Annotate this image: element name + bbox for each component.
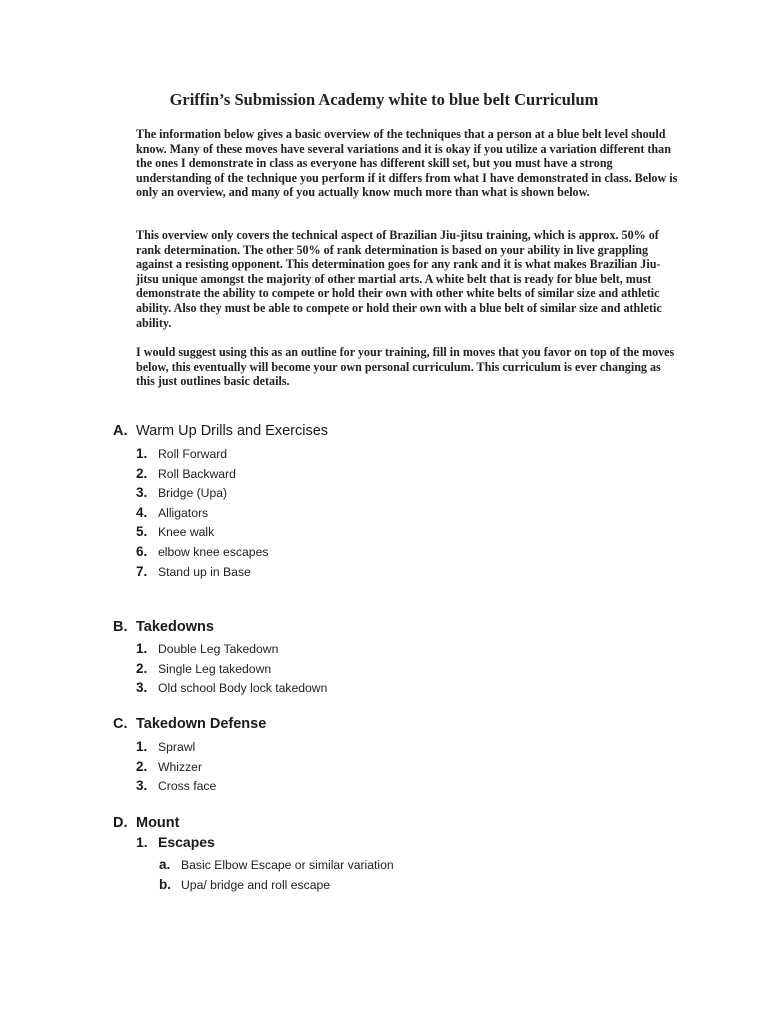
section-letter: B. bbox=[113, 619, 128, 635]
item-number: 4. bbox=[136, 504, 148, 520]
item-text: Double Leg Takedown bbox=[158, 642, 279, 656]
section-heading-takedowns bbox=[113, 619, 214, 635]
subsection-heading-escapes bbox=[136, 834, 215, 850]
list-item bbox=[136, 504, 268, 524]
list-item bbox=[136, 445, 268, 465]
list-item bbox=[136, 523, 268, 543]
item-text: Roll Forward bbox=[158, 447, 228, 461]
item-text: elbow knee escapes bbox=[158, 544, 269, 559]
item-text: Whizzer bbox=[158, 759, 203, 774]
warm-up-list bbox=[136, 445, 268, 582]
list-item bbox=[136, 640, 327, 660]
item-number: 3. bbox=[136, 680, 148, 696]
item-text: Alligators bbox=[158, 505, 209, 520]
section-name: Mount bbox=[136, 815, 180, 831]
item-text: Upa/ bridge and roll escape bbox=[181, 877, 331, 892]
mount-escapes-list bbox=[159, 856, 394, 895]
section-name: Takedown Defense bbox=[136, 716, 267, 732]
item-number: 2. bbox=[136, 758, 148, 774]
item-text: Cross face bbox=[158, 779, 217, 794]
section-heading-takedown-defense bbox=[113, 716, 266, 732]
intro-paragraph-1: The information below gives a basic overview of the techniques that a person at a blue belt level should know. Many of these moves have several variations and it is okay if you utilize a variation different than the ones I demonstrate in class as everyone has different skill set, but you must have a strong understanding of the technique you perform if it differs from what I have demonstrated in class. Below is only an overview, and many of you actually know much more than what is shown below. bbox=[136, 127, 678, 200]
list-item bbox=[136, 777, 216, 797]
item-number: 1. bbox=[136, 739, 148, 754]
document-title: Griffin’s Submission Academy white to blue belt Curriculum bbox=[169, 90, 599, 109]
section-heading-mount bbox=[113, 815, 179, 831]
item-number: 3. bbox=[136, 778, 148, 794]
item-number: 2. bbox=[136, 465, 148, 481]
takedown-defense-list bbox=[136, 738, 216, 797]
item-text: Single Leg takedown bbox=[158, 661, 272, 676]
item-number: 3. bbox=[136, 485, 148, 501]
subsection-number: 1. bbox=[136, 834, 148, 850]
item-number: 1. bbox=[136, 641, 148, 656]
item-text: Sprawl bbox=[158, 740, 196, 754]
list-item bbox=[136, 465, 268, 485]
item-number: 1. bbox=[136, 446, 148, 461]
section-name: Warm Up Drills and Exercises bbox=[136, 423, 329, 439]
section-heading-warm-up bbox=[113, 423, 328, 439]
item-text: Bridge (Upa) bbox=[158, 486, 228, 501]
list-item bbox=[136, 543, 268, 563]
item-text: Knee walk bbox=[158, 525, 215, 540]
list-item bbox=[136, 679, 327, 699]
list-item bbox=[136, 660, 327, 680]
intro-paragraph-3: I would suggest using this as an outline for your training, fill in moves that you favor on top of the moves below, this eventually will become your own personal curriculum. This curriculum is ever changing as this just outlines basic details. bbox=[136, 345, 675, 389]
section-letter: A. bbox=[113, 423, 128, 439]
item-letter: b. bbox=[159, 876, 171, 892]
subsection-name: Escapes bbox=[158, 834, 215, 850]
item-number: 5. bbox=[136, 524, 148, 540]
item-text: Basic Elbow Escape or similar variation bbox=[181, 858, 394, 872]
list-item bbox=[136, 484, 268, 504]
item-letter: a. bbox=[159, 857, 171, 872]
list-item bbox=[136, 738, 216, 758]
takedowns-list bbox=[136, 640, 327, 699]
item-number: 6. bbox=[136, 543, 148, 559]
intro-paragraph-2: This overview only covers the technical aspect of Brazilian Jiu-jitsu training, which is approx. 50% of rank determination. The other 50% of rank determination is based on your ability in live grappling against a resisting opponent. This determination goes for any rank and it is what makes Brazilian Jiu-jitsu unique amongst the majority of other martial arts. A white belt that is ready for blue belt, must demonstrate the ability to compete or hold their own with other white belts of similar size and athletic ability. Also they must be able to compete or hold their own with a blue belt of similar size and athletic ability. bbox=[136, 228, 662, 330]
section-letter: D. bbox=[113, 815, 128, 831]
list-item bbox=[159, 876, 394, 896]
section-letter: C. bbox=[113, 716, 128, 732]
item-number: 7. bbox=[136, 563, 148, 579]
item-text: Old school Body lock takedown bbox=[158, 681, 328, 696]
item-number: 2. bbox=[136, 660, 148, 676]
item-text: Roll Backward bbox=[158, 466, 236, 481]
list-item bbox=[136, 758, 216, 778]
section-name: Takedowns bbox=[136, 619, 214, 635]
item-text: Stand up in Base bbox=[158, 564, 251, 579]
list-item bbox=[159, 856, 394, 876]
list-item bbox=[136, 563, 268, 583]
